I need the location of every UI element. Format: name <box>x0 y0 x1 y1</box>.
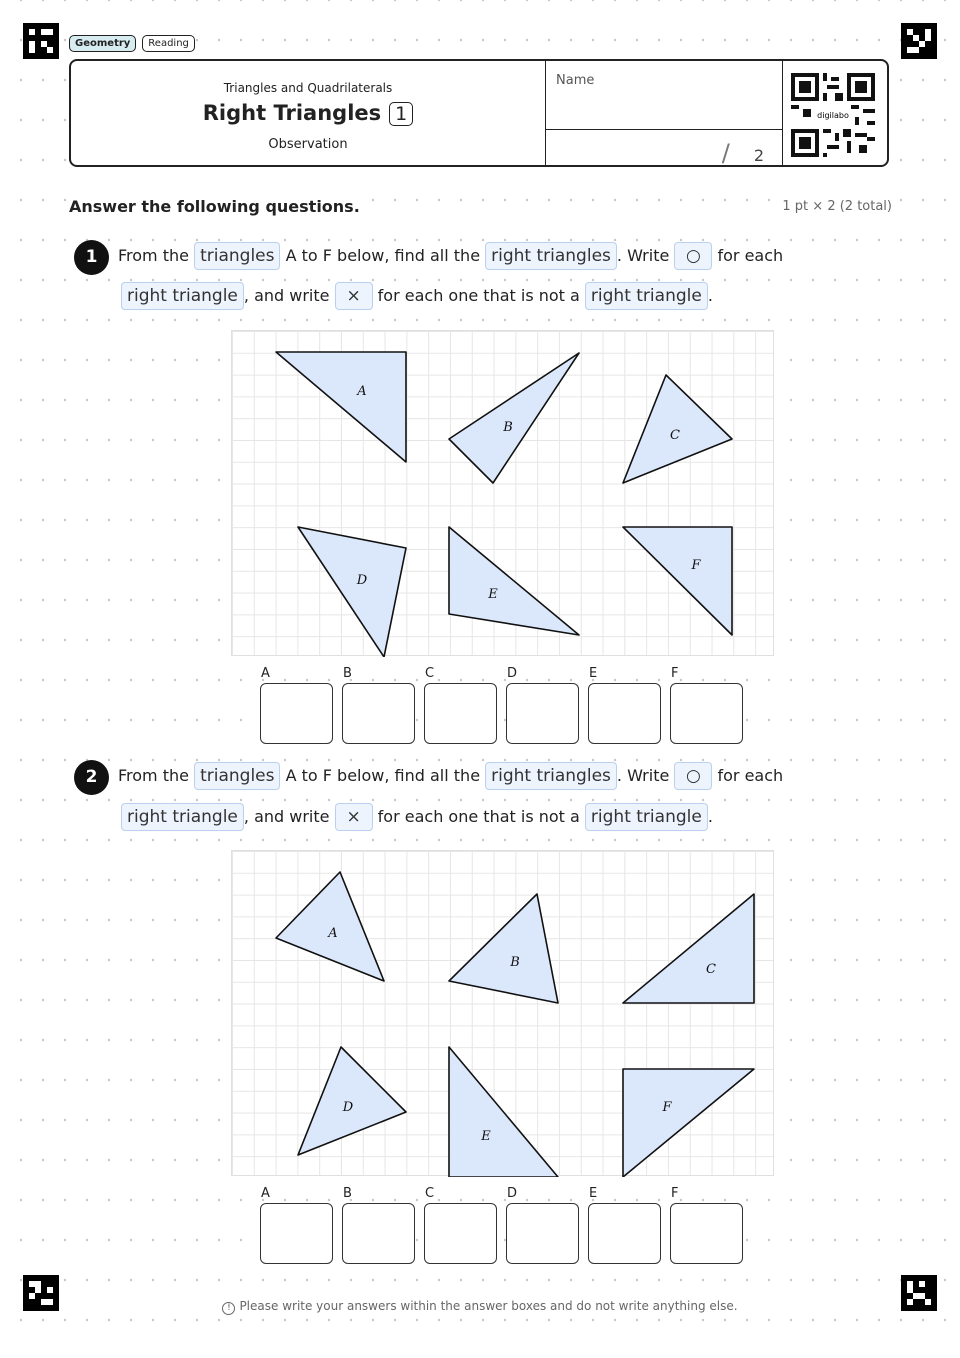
q2-answer-label-a: A <box>261 1186 270 1201</box>
q1-shape-label-a: A <box>357 384 367 399</box>
q1-text-for-each: for each <box>717 246 784 265</box>
q2-answer-box-e[interactable] <box>588 1186 661 1264</box>
q1-answer-box-a[interactable] <box>260 666 333 744</box>
q1-text-from: From the <box>118 246 189 265</box>
q1-text-a-to-f: A to F below, find all the <box>285 246 481 265</box>
q1-triangle-f <box>623 527 732 635</box>
q2-answer-label-c: C <box>425 1186 435 1201</box>
q1-answer-box-b[interactable] <box>342 666 415 744</box>
title-number: 1 <box>389 102 413 126</box>
q2-answer-box-d[interactable] <box>506 1186 579 1264</box>
q1-answer-label-e: E <box>589 666 598 681</box>
question-1-answer-boxes <box>260 666 743 744</box>
q2-text-from: From the <box>118 766 189 785</box>
q1-shape-label-b: B <box>503 420 513 435</box>
subject-label: Triangles and Quadrilaterals <box>223 81 393 95</box>
q1-triangle-a <box>276 352 406 462</box>
q2-text-for-each: for each <box>717 766 784 785</box>
q2-text-not-a: for each one that is not a <box>377 807 580 826</box>
q2-answer-label-f: F <box>671 1186 679 1201</box>
title-subtitle: Observation <box>268 137 348 152</box>
q2-answer-box-b[interactable] <box>342 1186 415 1264</box>
question-2-number: 2 <box>74 760 109 795</box>
tag-reading: Reading <box>142 35 195 52</box>
question-2-line-2 <box>121 803 713 831</box>
q1-cross-symbol: × <box>335 282 373 310</box>
score-box <box>722 139 764 167</box>
q2-circle-symbol: ○ <box>674 762 712 790</box>
q2-cross-symbol: × <box>335 803 373 831</box>
q2-shape-label-e: E <box>481 1129 491 1144</box>
name-label: Name <box>556 73 595 88</box>
q2-triangle-f <box>623 1069 754 1177</box>
question-1-line-1 <box>118 242 783 270</box>
q1-answer-label-d: D <box>507 666 518 681</box>
q1-circle-symbol: ○ <box>674 242 712 270</box>
name-field[interactable] <box>545 61 783 165</box>
q1-text-period: . <box>707 286 713 305</box>
score-total: 2 <box>753 146 764 165</box>
qr-label: digilabo <box>817 110 849 120</box>
q2-shape-label-b: B <box>510 955 520 970</box>
q1-answer-label-f: F <box>671 666 679 681</box>
question-1-figure-grid <box>231 330 774 656</box>
q2-answer-box-f[interactable] <box>670 1186 743 1264</box>
q2-text-write: . Write <box>616 766 670 785</box>
q1-term-right-triangle: right triangle <box>121 282 244 310</box>
q2-term-right-triangles: right triangles <box>485 762 617 790</box>
q2-answer-label-d: D <box>507 1186 518 1201</box>
q1-answer-box-e[interactable] <box>588 666 661 744</box>
q2-term-right-triangle-2: right triangle <box>585 803 708 831</box>
q1-answer-label-a: A <box>261 666 270 681</box>
q1-term-triangles: triangles <box>194 242 280 270</box>
q1-shape-label-f: F <box>691 558 701 573</box>
footer-note <box>0 1299 960 1315</box>
question-2-line-1 <box>118 762 783 790</box>
q2-term-triangles: triangles <box>194 762 280 790</box>
qr-code-icon <box>791 73 875 157</box>
instructions: Answer the following questions. <box>69 197 364 216</box>
q1-term-right-triangles: right triangles <box>485 242 617 270</box>
q1-shape-label-d: D <box>356 573 368 588</box>
q1-answer-box-c[interactable] <box>424 666 497 744</box>
question-1-line-2 <box>121 282 713 310</box>
q1-triangle-d <box>298 527 406 657</box>
q1-text-write: . Write <box>616 246 670 265</box>
question-1-number: 1 <box>74 240 109 275</box>
points-label: 1 pt × 2 (2 total) <box>782 199 892 214</box>
q1-shape-label-e: E <box>488 587 498 602</box>
q1-answer-label-b: B <box>343 666 352 681</box>
q2-triangle-b <box>449 894 558 1003</box>
q2-term-right-triangle: right triangle <box>121 803 244 831</box>
q2-shape-label-d: D <box>342 1100 354 1115</box>
q2-answer-label-b: B <box>343 1186 352 1201</box>
q1-triangle-e <box>449 527 579 635</box>
q2-answer-box-a[interactable] <box>260 1186 333 1264</box>
q1-answer-box-f[interactable] <box>670 666 743 744</box>
score-divider <box>546 129 782 130</box>
q2-text-a-to-f: A to F below, find all the <box>285 766 481 785</box>
q1-term-right-triangle-2: right triangle <box>585 282 708 310</box>
page-title <box>71 101 545 126</box>
q2-answer-box-c[interactable] <box>424 1186 497 1264</box>
corner-marker-top-left <box>23 23 59 59</box>
q1-text-and-write: , and write <box>243 286 330 305</box>
q1-text-not-a: for each one that is not a <box>377 286 580 305</box>
question-1-triangles <box>232 331 775 657</box>
q1-answer-label-c: C <box>425 666 435 681</box>
q2-shape-label-f: F <box>662 1100 672 1115</box>
worksheet-header <box>69 59 889 167</box>
q2-shape-label-c: C <box>706 962 716 977</box>
title-text: Right Triangles <box>202 101 382 125</box>
q2-triangle-e <box>449 1047 558 1177</box>
score-slash: / <box>721 139 730 167</box>
corner-marker-top-right <box>901 23 937 59</box>
question-2-answer-boxes <box>260 1186 743 1264</box>
question-2-figure-grid <box>231 850 774 1176</box>
q1-answer-box-d[interactable] <box>506 666 579 744</box>
q2-shape-label-a: A <box>328 926 338 941</box>
q2-text-period: . <box>707 807 713 826</box>
tag-geometry: Geometry <box>69 35 136 52</box>
footer-text: Please write your answers within the answer boxes and do not write anything else. <box>239 1299 738 1313</box>
question-2-triangles <box>232 851 775 1177</box>
info-icon: ! <box>222 1302 235 1315</box>
q2-answer-label-e: E <box>589 1186 598 1201</box>
q2-text-and-write: , and write <box>243 807 330 826</box>
q2-triangle-c <box>623 894 754 1003</box>
tag-list <box>69 35 195 52</box>
title-block <box>71 61 545 165</box>
q1-shape-label-c: C <box>670 428 680 443</box>
q1-triangle-b <box>449 353 579 483</box>
